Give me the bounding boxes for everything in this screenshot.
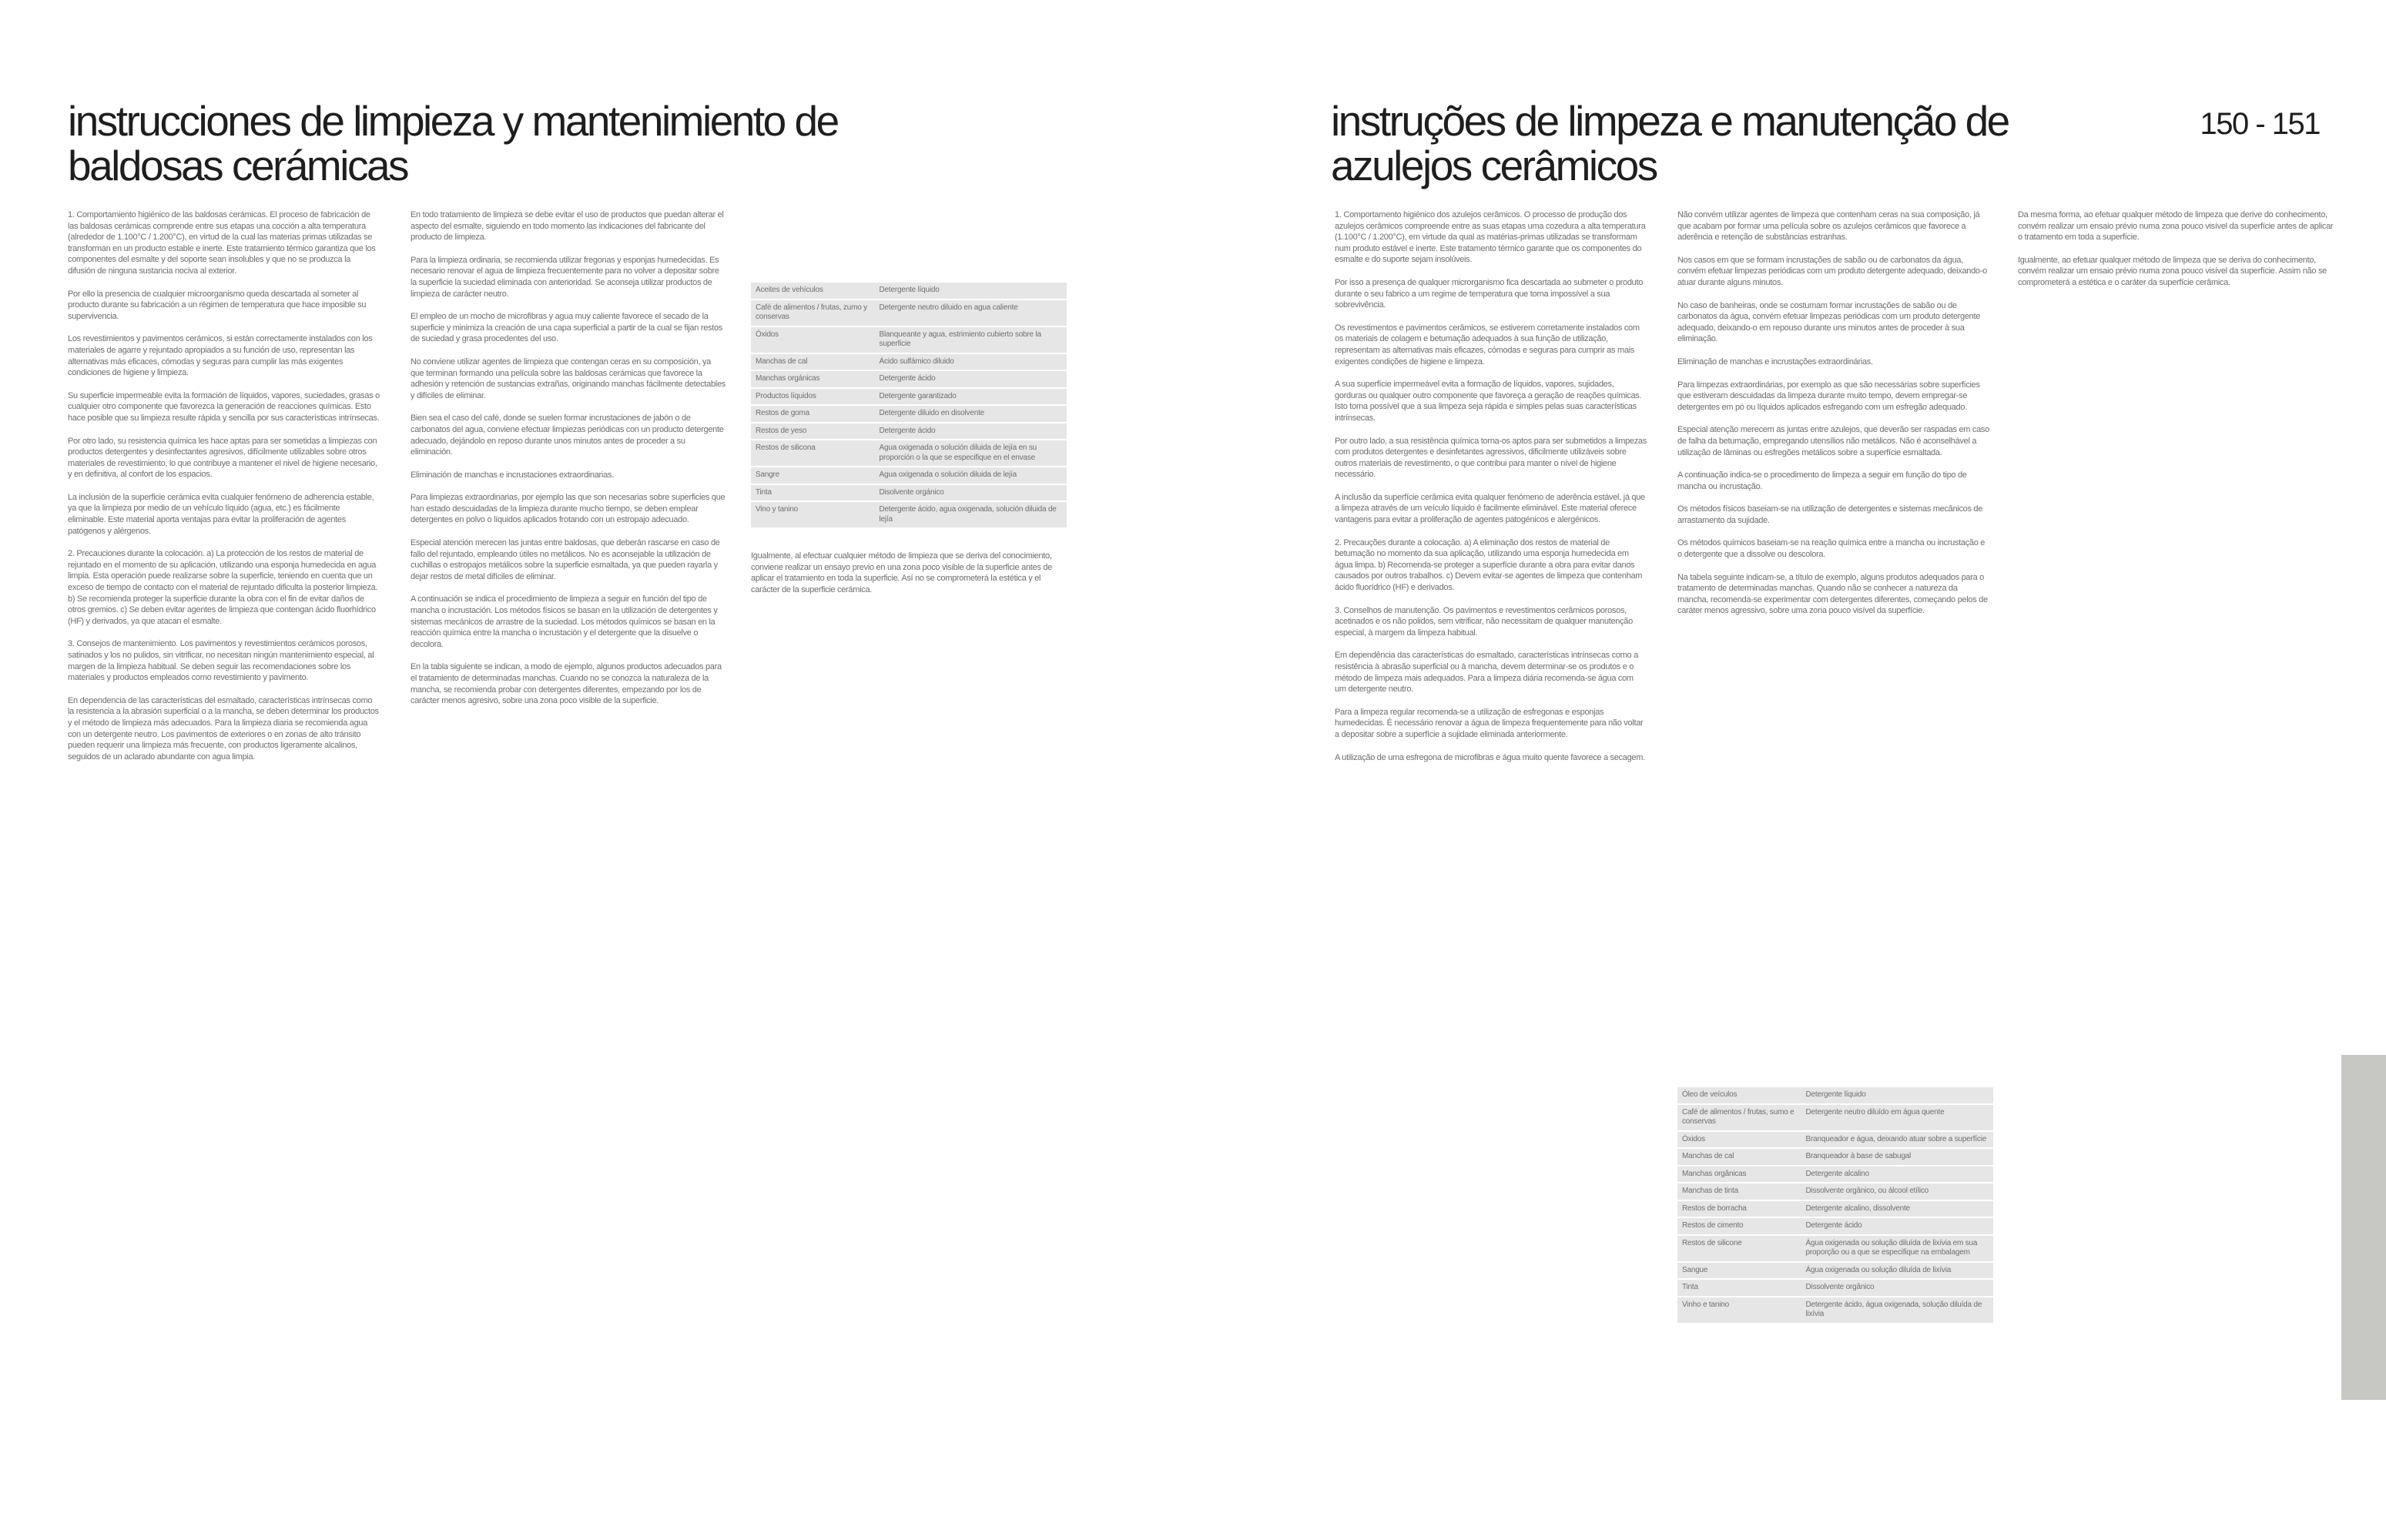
stain-type-cell: Aceites de vehículos (751, 283, 875, 300)
paragraph: No conviene utilizar agentes de limpieza que contengan ceras en su composición, ya que terminan formando una película sobre las baldosas cerámicas que favorece la adhesión y retención de sustancias extrañas, originando manchas fácilmente detectables y difíciles de eliminar. (411, 357, 726, 400)
table-row (751, 467, 1067, 484)
table-row (1677, 1217, 1993, 1235)
paragraph: Especial atenção merecem as juntas entre azulejos, que deverão ser raspadas em caso de falha da betumação, empregando utensílios não metálicos. Não é aconselhável a utilização de lâminas ou esfregões metálicos sobre a superfície esmaltada. (1677, 425, 1989, 457)
paragraph: Igualmente, ao efetuar qualquer método de limpeza que se deriva do conhecimento, convém realizar um ensaio prévio numa zona pouco visível da superfície. Assim não se comprometerá a estética e o caráter da superfície cerâmica. (2018, 255, 2327, 287)
cleaning-agent-cell: Dissolvente orgânico (1801, 1279, 1993, 1297)
table-row (1677, 1183, 1993, 1200)
table-row (751, 501, 1067, 528)
paragraph: Por ello la presencia de cualquier microorganismo queda descartada al someter al producto durante su fabricación a un régimen de temperatura que hace imposible su supervivencia. (68, 289, 367, 321)
paragraph: Em dependência das características do esmaltado, características intrínsecas como a resistência à abrasão superficial ou à mancha, devem determinar-se os produtos e o método de limpeza mais adequados. Para a limpeza diária recomenda-se água com um detergente neutro. (1335, 651, 1638, 695)
paragraph: El empleo de un mocho de microfibras y agua muy caliente favorece el secado de la superficie y minimiza la creación de una capa superficial a partir de la cual se fijan restos de suciedad y grasa procedentes del uso. (411, 312, 722, 344)
es-text-column-3 (751, 534, 1067, 607)
pt-text-column-2 (1677, 209, 1989, 628)
paragraph: Por isso a presença de qualquer microrganismo fica descartada ao submeter o produto durante o seu fabrico a um regime de temperatura que torna impossível a sua sobrevivência. (1335, 277, 1644, 310)
cleaning-agent-cell: Detergente ácido (1801, 1217, 1993, 1235)
table-row (1677, 1200, 1993, 1218)
cleaning-agent-cell: Detergente alcalino (1801, 1166, 1993, 1183)
cleaning-agent-cell: Água oxigenada ou solução diluída de lixívia (1801, 1262, 1993, 1280)
paragraph: Para limpezas extraordinárias, por exemplo as que são necessárias sobre superfícies que estiveram descuidadas da limpeza durante muito tempo, devem empregar-se detergentes em pó ou líquidos aplicados esfregando com um esfregão adequado. (1677, 380, 1980, 412)
cleaning-agent-cell: Ácido sulfámico diluido (875, 353, 1067, 371)
paragraph: En todo tratamiento de limpieza se debe evitar el uso de productos que puedan alterar el aspecto del esmalte, siguiendo en todo momento las indicaciones del fabricante del producto de limpieza. (411, 210, 724, 243)
pt-text-column-3 (2018, 209, 2334, 300)
paragraph: Para limpiezas extraordinarias, por ejemplo las que son necesarias sobre superficies que han estado descuidadas de la limpieza durante mucho tiempo, se deben emplear detergentes en polvo o líquidos aplicados frotando con un estropajo adecuado. (411, 493, 726, 525)
cleaning-agent-cell: Detergente líquido (1801, 1087, 1993, 1104)
pt-stain-table (1677, 1087, 1993, 1324)
paragraph: 2. Precauções durante a colocação. a) A eliminação dos restos de material de betumação no momento da sua aplicação, utilizando uma esponja humedecida em água limpa. b) Recomenda-se proteger a superfície durante a obra para evitar danos causados por outros trabalhos. c) Devem evitar-se agentes de limpeza que contenham ácido fluorídrico (HF) e derivados. (1335, 537, 1643, 593)
stain-type-cell: Tinta (751, 484, 875, 502)
es-table-note: Igualmente, al efectuar cualquier método de limpieza que se deriva del conocimiento, conviene realizar un ensayo previo en una zona poco visible de la superficie antes de aplicar el tratamiento en toda la superficie. Así no se comprometerá la estética y el carácter de la superficie cerámica. (751, 551, 1052, 594)
stain-type-cell: Óxidos (751, 326, 875, 353)
paragraph: Na tabela seguinte indicam-se, a título de exemplo, alguns produtos adequados para o tratamento de determinadas manchas. Quando não se conhecer a natureza da mancha, recomenda-se experimentar com detergentes diferentes, começando pelos de caráter menos agressivo, sobre uma zona pouco visível da superfície. (1677, 572, 1988, 616)
cleaning-agent-cell: Detergente garantizado (875, 388, 1067, 406)
stain-type-cell: Manchas de cal (751, 353, 875, 371)
paragraph: No caso de banheiras, onde se costumam formar incrustações de sabão ou de carbonatos da água, convém efetuar limpezas periódicas com um produto detergente adequado, deixando-o em repouso durante uns minutos antes de proceder à sua eliminação. (1677, 300, 1981, 344)
paragraph: A utilização de uma esfregona de microfibras e água muito quente favorece a secagem. (1335, 752, 1645, 762)
paragraph: Por outro lado, a sua resistência química torna-os aptos para ser submetidos a limpezas com produtos detergentes e desinfetantes agressivos, dificilmente utilizáveis sobre outros materiais de revestimento, o que contribui para manter o nível de higiene necessário. (1335, 436, 1647, 480)
paragraph: Os métodos físicos baseiam-se na utilização de detergentes e sistemas mecânicos de arrastamento da sujidade. (1677, 504, 1983, 525)
cleaning-agent-cell: Detergente ácido, agua oxigenada, solución diluida de lejía (875, 501, 1067, 528)
cleaning-agent-cell: Detergente diluido en disolvente (875, 405, 1067, 423)
paragraph: Nos casos em que se formam incrustações de sabão ou de carbonatos da água, convém efetuar limpezas periódicas com um produto detergente adequado, deixando-o atuar durante alguns minutos. (1677, 255, 1987, 287)
stain-type-cell: Manchas orgánicas (751, 370, 875, 388)
paragraph: A continuación se indica el procedimiento de limpieza a seguir en función del tipo de mancha o incrustación. Los métodos físicos se basan en la utilización de detergentes y sistemas mecánicos de arrastre de la suciedad. Los métodos químicos se basan en la reacción química entre la mancha o incrustación y el detergente que la disuelve o decolora. (411, 594, 718, 649)
table-row (1677, 1104, 1993, 1131)
paragraph: Da mesma forma, ao efetuar qualquer método de limpeza que derive do conhecimento, convém realizar um ensaio prévio numa zona pouco visível da superfície antes de aplicar o tratamento em toda a superfície. (2018, 210, 2334, 243)
paragraph: En la tabla siguiente se indican, a modo de ejemplo, algunos productos adecuados para el tratamiento de determinadas manchas. Cuando no se conozca la naturaleza de la mancha, se recomienda probar con detergentes diferentes, empezando por los de carácter menos agresivo, sobre una zona poco visible de la superficie. (411, 662, 722, 706)
paragraph: Bien sea el caso del café, donde se suelen formar incrustaciones de jabón o de carbonatos del agua, conviene efectuar limpiezas periódicas con un producto detergente adecuado, dejándolo en reposo durante unos minutos antes de proceder a su eliminación. (411, 413, 724, 457)
pt-text-column-1 (1335, 209, 1647, 775)
table-row (751, 326, 1067, 353)
stain-type-cell: Manchas de cal (1677, 1148, 1801, 1166)
page-title-es: instrucciones de limpieza y mantenimiento de baldosas cerámicas (68, 97, 838, 189)
table-row (751, 353, 1067, 371)
cleaning-agent-cell: Água oxigenada ou solução diluída de lixívia em sua proporção ou a que se especifique na embalagem (1801, 1235, 1993, 1262)
cleaning-agent-cell: Branqueador e água, deixando atuar sobre a superfície (1801, 1131, 1993, 1149)
table-row (1677, 1087, 1993, 1104)
stain-type-cell: Vino y tanino (751, 501, 875, 528)
es-text-column-2 (411, 209, 726, 718)
paragraph: Especial atención merecen las juntas entre baldosas, que deberán rascarse en caso de fallo del rejuntado, empleando útiles no metálicos. No es aconsejable la utilización de cuchillas o estropajos metálicos sobre la superficie esmaltada, ya que pueden rayarla y dejar restos de metal difíciles de eliminar. (411, 538, 720, 581)
cleaning-agent-cell: Agua oxigenada o solución diluida de lejía en su proporción o la que se especifique en el envase (875, 440, 1067, 467)
cleaning-agent-cell: Detergente ácido (875, 370, 1067, 388)
stain-type-cell: Restos de cimento (1677, 1217, 1801, 1235)
table-row (751, 423, 1067, 440)
side-section-tab (2341, 1055, 2386, 1400)
stain-type-cell: Café de alimentos / frutas, zumo y conservas (751, 300, 875, 326)
cleaning-agent-cell: Detergente alcalino, dissolvente (1801, 1200, 1993, 1218)
table-row (751, 440, 1067, 467)
cleaning-agent-cell: Detergente ácido (875, 423, 1067, 440)
stain-type-cell: Sangue (1677, 1262, 1801, 1280)
table-row (751, 370, 1067, 388)
paragraph: Eliminación de manchas e incrustaciones extraordinarias. (411, 470, 614, 480)
paragraph: Os revestimentos e pavimentos cerâmicos, se estiverem corretamente instalados com os materiais de colagem e betumação adequados à sua função de utilização, representam as alternativas mais eficazes, cómodas e seguras para cumprir as mais exigentes condições de higiene e limpeza. (1335, 323, 1640, 367)
stain-type-cell: Óxidos (1677, 1131, 1801, 1149)
table-row (1677, 1131, 1993, 1149)
paragraph: Su superficie impermeable evita la formación de líquidos, vapores, suciedades, grasas o cualquier otro componente que favorezca la generación de reacciones químicas. Esto hace posible que su limpieza resulte rápida y sencilla por sus características intrínsecas. (68, 390, 380, 423)
cleaning-agent-cell: Blanqueante y agua, estrimiento cubierto sobre la superficie (875, 326, 1067, 353)
paragraph: Para la limpieza ordinaria, se recomienda utilizar fregonas y esponjas humedecidas. Es necesario renovar el agua de limpieza frecuentemente para no volver a depositar sobre la superficie la suciedad eliminada con anterioridad. Se aconseja utilizar productos de limpieza de carácter neutro. (411, 255, 719, 299)
table-row (751, 388, 1067, 406)
paragraph: Não convém utilizar agentes de limpeza que contenham ceras na sua composição, já que acabam por formar uma película sobre os azulejos cerâmicos que favorece a aderência e retenção de substâncias estranhas. (1677, 210, 1980, 243)
table-row (751, 300, 1067, 326)
paragraph: Los revestimientos y pavimentos cerámicos, si están correctamente instalados con los materiales de agarre y rejuntado apropiados a su función de uso, representan las alternativas más eficaces, cómodas y seguras para cumplir las más exigentes condiciones de higiene y limpieza. (68, 334, 373, 378)
table-row (751, 283, 1067, 300)
cleaning-agent-cell: Detergente líquido (875, 283, 1067, 300)
es-stain-table (751, 283, 1067, 529)
paragraph: A sua superfície impermeável evita a formação de líquidos, vapores, sujidades, gorduras ou qualquer outro componente que favoreça a geração de reações químicas. Isto torna possível que a sua limpeza seja rápida e simples pelas suas características intrínsecas. (1335, 380, 1642, 423)
table-row (1677, 1262, 1993, 1280)
stain-type-cell: Productos líquidos (751, 388, 875, 406)
stain-type-cell: Café de alimentos / frutas, sumo e conservas (1677, 1104, 1801, 1131)
stain-type-cell: Tinta (1677, 1279, 1801, 1297)
stain-type-cell: Manchas orgânicas (1677, 1166, 1801, 1183)
paragraph: Os métodos químicos baseiam-se na reação química entre a mancha ou incrustação e o detergente que a dissolve ou descolora. (1677, 538, 1986, 560)
table-row (1677, 1297, 1993, 1324)
paragraph: Eliminação de manchas e incrustações extraordinárias. (1677, 357, 1873, 367)
cleaning-agent-cell: Detergente ácido, água oxigenada, solução diluída de lixívia (1801, 1297, 1993, 1324)
stain-type-cell: Restos de silicone (1677, 1235, 1801, 1262)
stain-type-cell: Sangre (751, 467, 875, 484)
paragraph: La inclusión de la superficie cerámica evita cualquier fenómeno de adherencia estable, ya que la limpieza por medio de un vehículo líquido (agua, etc.) es fácilmente eliminable. Este material aporta ventajas para evitar la proliferación de agentes patógenos y alérgenos. (68, 492, 374, 536)
stain-type-cell: Restos de borracha (1677, 1200, 1801, 1218)
paragraph: 3. Conselhos de manutenção. Os pavimentos e revestimentos cerâmicos porosos, acetinados e os não polidos, sem vitrificar, não necessitam de qualquer manutenção especial, à margem da limpeza habitual. (1335, 605, 1633, 638)
paragraph: 2. Precauciones durante la colocación. a) La protección de los restos de material de rejuntado en el momento de su aplicación, utilizando una esponja humedecida en agua limpia. Esta operación puede realizarse sobre la superficie, teniendo en cuenta que un exceso de tiempo de contacto con el material de rejuntado dificulta la posterior limpieza. b) Se recomienda proteger la superficie durante la obra con el fin de evitar daños de otros gremios. c) Se deben evitar agentes de limpieza que contengan ácido fluorhídrico (HF) y derivados, ya que atacan el esmalte. (68, 549, 378, 626)
paragraph: 1. Comportamento higiénico dos azulejos cerâmicos. O processo de produção dos azulejos cerâmicos compreende entre as suas etapas uma cozedura a alta temperatura (1.100°C / 1.200°C), em virtude da qual as matérias-primas utilizadas se transformam num produto estável e inerte. Este tratamento térmico garante que os componentes do esmalte e do suporte sejam insolúveis. (1335, 210, 1646, 265)
table-row (751, 484, 1067, 502)
paragraph: A inclusão da superfície cerâmica evita qualquer fenómeno de aderência estável, já que a limpeza através de um veículo líquido é facilmente eliminável. Este material oferece vantagens para evitar a proliferação de agentes patogénicos e alergénicos. (1335, 492, 1645, 525)
cleaning-agent-cell: Dissolvente orgânico, ou álcool etílico (1801, 1183, 1993, 1200)
stain-type-cell: Restos de goma (751, 405, 875, 423)
cleaning-agent-cell: Disolvente orgánico (875, 484, 1067, 502)
paragraph: 1. Comportamiento higiénico de las baldosas cerámicas. El proceso de fabricación de las baldosas cerámicas comprende entre sus etapas una cocción a alta temperatura (alrededor de 1.100°C / 1.200°C), en virtud de la cual las materias primas utilizadas se transforman en un producto estable e inerte. Este tratamiento térmico garantiza que los componentes del esmalte y del soporte sean insolubles y que no se produzca la difusión de ninguna sustancia nociva al exterior. (68, 210, 376, 276)
cleaning-agent-cell: Branqueador à base de sabugal (1801, 1148, 1993, 1166)
paragraph: 3. Consejos de mantenimiento. Los pavimentos y revestimientos cerámicos porosos, satinados y los no pulidos, sin vitrificar, no necesitan ningún mantenimiento especial, al margen de la limpieza habitual. Se deben seguir las recomendaciones sobre los materiales y productos empleados como revestimiento y pavimento. (68, 639, 374, 683)
table-row (751, 405, 1067, 423)
paragraph: A continuação indica-se o procedimento de limpeza a seguir em função do tipo de mancha ou incrustação. (1677, 470, 1967, 491)
stain-type-cell: Restos de silicona (751, 440, 875, 467)
page-title-pt: instruções de limpeza e manutenção de azulejos cerâmicos (1331, 97, 2009, 189)
table-row (1677, 1148, 1993, 1166)
paragraph: Para a limpeza regular recomenda-se a utilização de esfregonas e esponjas humedecidas. É necessário renovar a água de limpeza frequentemente para não voltar a depositar sobre a superfície a sujidade eliminada anteriormente. (1335, 707, 1644, 739)
stain-type-cell: Vinho e tanino (1677, 1297, 1801, 1324)
table-row (1677, 1279, 1993, 1297)
stain-type-cell: Manchas de tinta (1677, 1183, 1801, 1200)
table-row (1677, 1166, 1993, 1183)
stain-type-cell: Restos de yeso (751, 423, 875, 440)
stain-type-cell: Óleo de veículos (1677, 1087, 1801, 1104)
cleaning-agent-cell: Detergente neutro diluído em água quente (1801, 1104, 1993, 1131)
table-row (1677, 1235, 1993, 1262)
page-number: 150 - 151 (2200, 107, 2320, 141)
cleaning-agent-cell: Agua oxigenada o solución diluida de lejía (875, 467, 1067, 484)
cleaning-agent-cell: Detergente neutro diluido en agua caliente (875, 300, 1067, 326)
paragraph: En dependencia de las características del esmaltado, características intrínsecas como la resistencia a la abrasión superficial o a la mancha, se deben determinar los productos y el método de limpieza más adecuados. Para la limpieza diaria se recomienda agua con un detergente neutro. Los pavimentos de exteriores o en zonas de alto tránsito pueden requerir una limpieza más frecuente, con productos ligeramente alcalinos, seguidos de un aclarado abundante con agua limpia. (68, 695, 379, 762)
paragraph: Por otro lado, su resistencia química les hace aptas para ser sometidas a limpiezas con productos detergentes y desinfectantes agresivos, difícilmente utilizables sobre otros materiales de revestimiento, lo que contribuye a mantener el nivel de higiene necesario, y en definitiva, al confort de los espacios. (68, 436, 377, 480)
es-text-column-1 (68, 209, 380, 774)
